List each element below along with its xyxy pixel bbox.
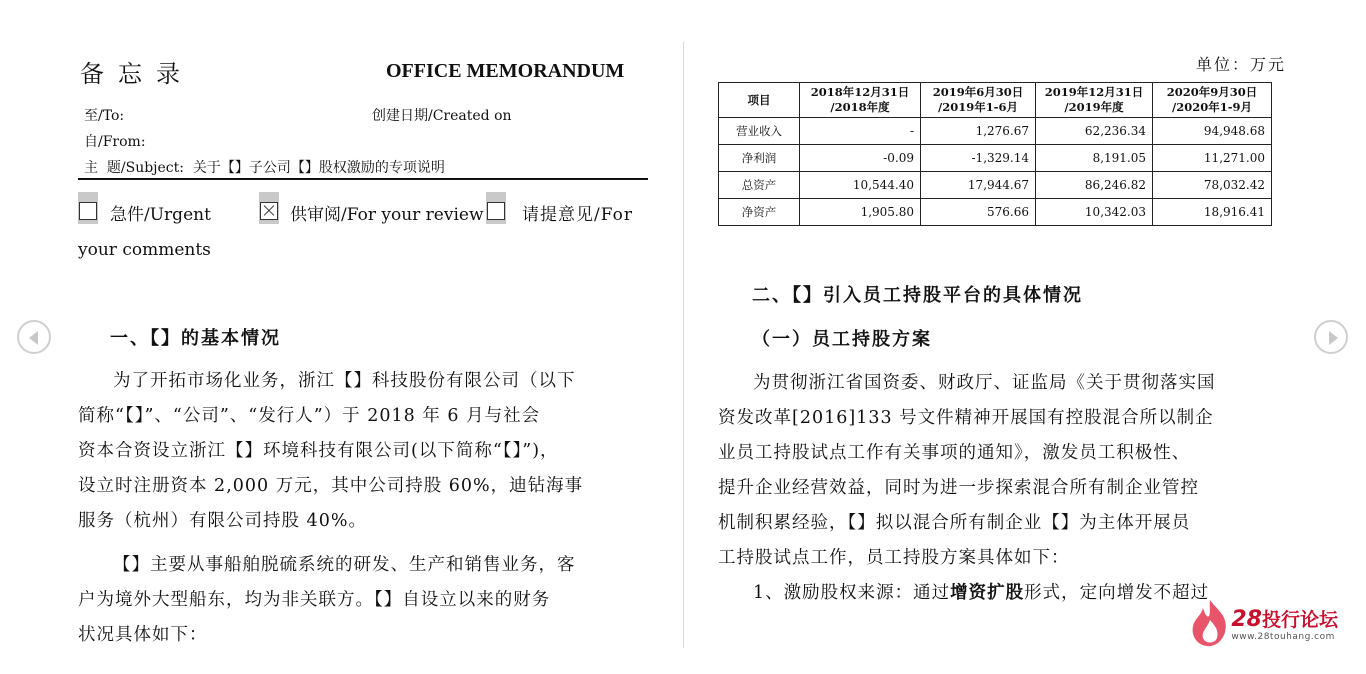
subject-label: 主 题/Subject: xyxy=(84,160,184,176)
memo-title-cn: 备忘录 xyxy=(80,60,194,88)
table-header-cell: 2019年12月31日 /2019年度 xyxy=(1036,83,1153,118)
subject-value: 关于【】子公司【】股权激励的专项说明 xyxy=(192,160,445,176)
urgent-checkbox[interactable] xyxy=(79,202,97,220)
para1-line: 为了开拓市场化业务，浙江【】科技股份有限公司（以下 xyxy=(113,371,576,391)
logo-name: 投行论坛 xyxy=(1261,608,1338,631)
flame-icon xyxy=(1189,598,1231,648)
memo-title-en: OFFICE MEMORANDUM xyxy=(386,60,625,82)
prev-page-button[interactable] xyxy=(17,320,51,354)
para2 xyxy=(78,548,653,653)
next-page-button[interactable] xyxy=(1314,320,1348,354)
table-header-cell: 项目 xyxy=(719,83,800,118)
review-checkbox-checked[interactable] xyxy=(260,202,278,220)
table-cell: 86,246.82 xyxy=(1036,172,1153,199)
to-label: 至/To: xyxy=(84,108,125,124)
from-label: 自/From: xyxy=(84,134,146,150)
subject-line xyxy=(84,157,445,177)
comments-label-cont: your comments xyxy=(78,240,211,260)
table-cell: 94,948.68 xyxy=(1153,118,1272,145)
header-rule xyxy=(78,178,648,180)
table-header-cell: 2020年9月30日 /2020年1-9月 xyxy=(1153,83,1272,118)
table-header-cell: 2018年12月31日 /2018年度 xyxy=(800,83,921,118)
table-cell: 62,236.34 xyxy=(1036,118,1153,145)
para2-line: 【】主要从事船舶脱硫系统的研发、生产和销售业务，客 xyxy=(113,555,576,575)
table-cell: 576.66 xyxy=(921,199,1036,226)
table-cell: 8,191.05 xyxy=(1036,145,1153,172)
table-cell: - xyxy=(800,118,921,145)
table-row xyxy=(719,145,1272,172)
created-label: 创建日期/Created on xyxy=(372,108,512,124)
table-cell: 总资产 xyxy=(719,172,800,199)
para3-line: 机制积累经验，【】拟以混合所有制企业【】为主体开展员 xyxy=(718,513,1191,533)
table-cell: -1,329.14 xyxy=(921,145,1036,172)
table-header-cell: 2019年6月30日 /2019年1-6月 xyxy=(921,83,1036,118)
para1-line: 资本合资设立浙江【】环境科技有限公司(以下简称“【】”)， xyxy=(78,441,559,461)
table-header-row xyxy=(719,83,1272,118)
para3 xyxy=(718,366,1293,611)
table-cell: 78,032.42 xyxy=(1153,172,1272,199)
comments-checkbox[interactable] xyxy=(487,202,505,220)
para1-line: 设立时注册资本 2,000 万元，其中公司持股 60%，迪钻海事 xyxy=(78,476,584,496)
chevron-right-icon xyxy=(1329,331,1338,345)
table-cell: 18,916.41 xyxy=(1153,199,1272,226)
para1-line: 服务（杭州）有限公司持股 40%。 xyxy=(78,511,367,531)
table-cell: 10,342.03 xyxy=(1036,199,1153,226)
para3-line: 工持股试点工作，员工持股方案具体如下： xyxy=(718,548,1070,568)
page-divider xyxy=(683,42,684,648)
table-cell: 11,271.00 xyxy=(1153,145,1272,172)
table-cell: 净资产 xyxy=(719,199,800,226)
table-cell: -0.09 xyxy=(800,145,921,172)
table-row xyxy=(719,118,1272,145)
item1-bold: 增资扩股 xyxy=(950,583,1025,603)
para3-line: 为贯彻浙江省国资委、财政厅、证监局《关于贯彻落实国 xyxy=(753,373,1216,393)
site-logo xyxy=(1189,598,1338,648)
para3-line: 业员工持股试点工作有关事项的通知》，激发员工积极性、 xyxy=(718,443,1191,463)
logo-number: 28 xyxy=(1231,606,1262,632)
para2-line: 状况具体如下： xyxy=(78,625,208,645)
table-cell: 17,944.67 xyxy=(921,172,1036,199)
table-cell: 1,276.67 xyxy=(921,118,1036,145)
sub1-heading: （一）员工持股方案 xyxy=(752,329,932,350)
para2-line: 户为境外大型船东，均为非关联方。【】自设立以来的财务 xyxy=(78,590,551,610)
para3-line: 提升企业经营效益，同时为进一步探索混合所有制企业管控 xyxy=(718,478,1199,498)
chevron-left-icon xyxy=(29,331,38,345)
item1-line: 1、激励股权来源：通过增资扩股形式，定向增发不超过 xyxy=(753,583,1210,603)
unit-label: 单位：万元 xyxy=(1195,55,1286,74)
table-cell: 净利润 xyxy=(719,145,800,172)
financial-table xyxy=(718,82,1272,226)
para3-line: 资发改革[2016]133 号文件精神开展国有控股混合所以制企 xyxy=(718,408,1214,428)
table-cell: 1,905.80 xyxy=(800,199,921,226)
table-row xyxy=(719,199,1272,226)
para1-line: 简称“【】”、“公司”、“发行人”）于 2018 年 6 月与社会 xyxy=(78,406,541,426)
table-row xyxy=(719,172,1272,199)
urgent-label: 急件/Urgent xyxy=(110,205,211,225)
logo-url: www.28touhang.com xyxy=(1231,631,1335,642)
para1 xyxy=(78,364,653,539)
section1-heading: 一、【】的基本情况 xyxy=(110,328,281,349)
comments-label: 请提意见/For xyxy=(522,205,633,225)
section2-heading: 二、【】引入员工持股平台的具体情况 xyxy=(752,285,1083,306)
review-label: 供审阅/For your review xyxy=(290,205,484,225)
table-cell: 10,544.40 xyxy=(800,172,921,199)
table-cell: 营业收入 xyxy=(719,118,800,145)
